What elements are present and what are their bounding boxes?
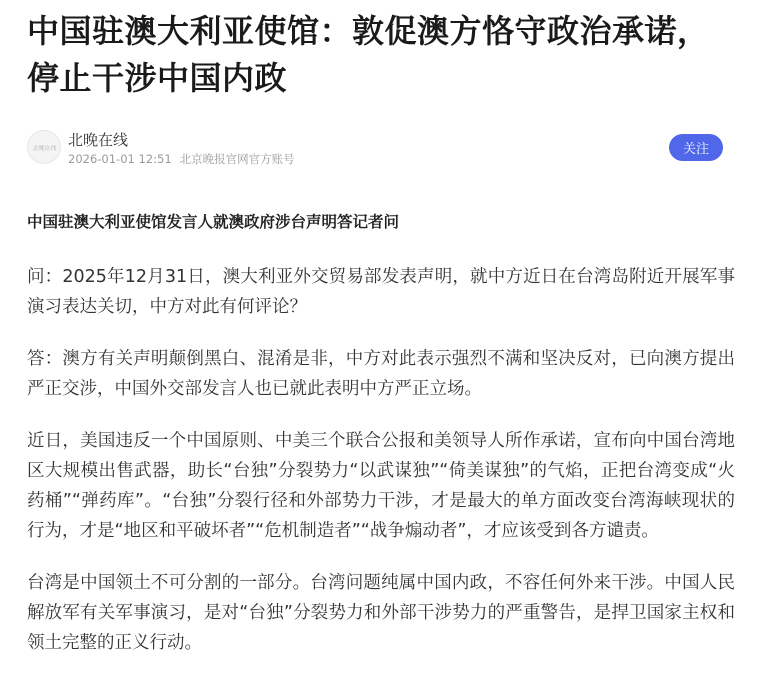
follow-button[interactable]: 关注 — [669, 134, 723, 161]
article-body — [27, 262, 735, 680]
paragraph-us-arms-sale: 近日，美国违反一个中国原则、中美三个联合公报和美领导人所作承诺，宣布向中国台湾地区大规模出售武器，助长“台独”分裂势力“以武谋独”“倚美谋独”的气焰，正把台湾变成“火药桶”“弹药库”。“台独”分裂行径和外部势力干涉，才是最大的单方面改变台湾海峡现状的行为，才是“地区和平破坏者”“危机制造者”“战争煽动者”，才应该受到各方谴责。 — [27, 431, 735, 541]
publish-datetime: 2026-01-01 12:51 — [68, 152, 172, 166]
paragraph-question: 问：2025年12月31日，澳大利亚外交贸易部发表声明，就中方近日在台湾岛附近开展军事演习表达关切，中方对此有何评论？ — [27, 267, 735, 317]
avatar-logo-text: 北晚在线 — [31, 144, 56, 152]
paragraph-answer: 答：澳方有关声明颠倒黑白、混淆是非，中方对此表示强烈不满和坚决反对，已向澳方提出严正交涉，中国外交部发言人也已就此表明中方严正立场。 — [27, 349, 735, 399]
author-bar — [27, 128, 735, 168]
article-subheading: 中国驻澳大利亚使馆发言人就澳政府涉台声明答记者问 — [27, 213, 400, 231]
publish-meta — [68, 151, 295, 167]
article — [27, 0, 735, 653]
author-name[interactable]: 北晚在线 — [68, 131, 129, 149]
account-source: 北京晚报官网官方账号 — [179, 152, 295, 166]
avatar[interactable] — [27, 130, 61, 164]
paragraph-taiwan-position: 台湾是中国领土不可分割的一部分。台湾问题纯属中国内政，不容任何外来干涉。中国人民解放军有关军事演习，是对“台独”分裂势力和外部干涉势力的严重警告，是捍卫国家主权和领土完整的正义行动。 — [27, 573, 735, 653]
article-title: 中国驻澳大利亚使馆：敦促澳方恪守政治承诺，停止干涉中国内政 — [27, 12, 710, 97]
